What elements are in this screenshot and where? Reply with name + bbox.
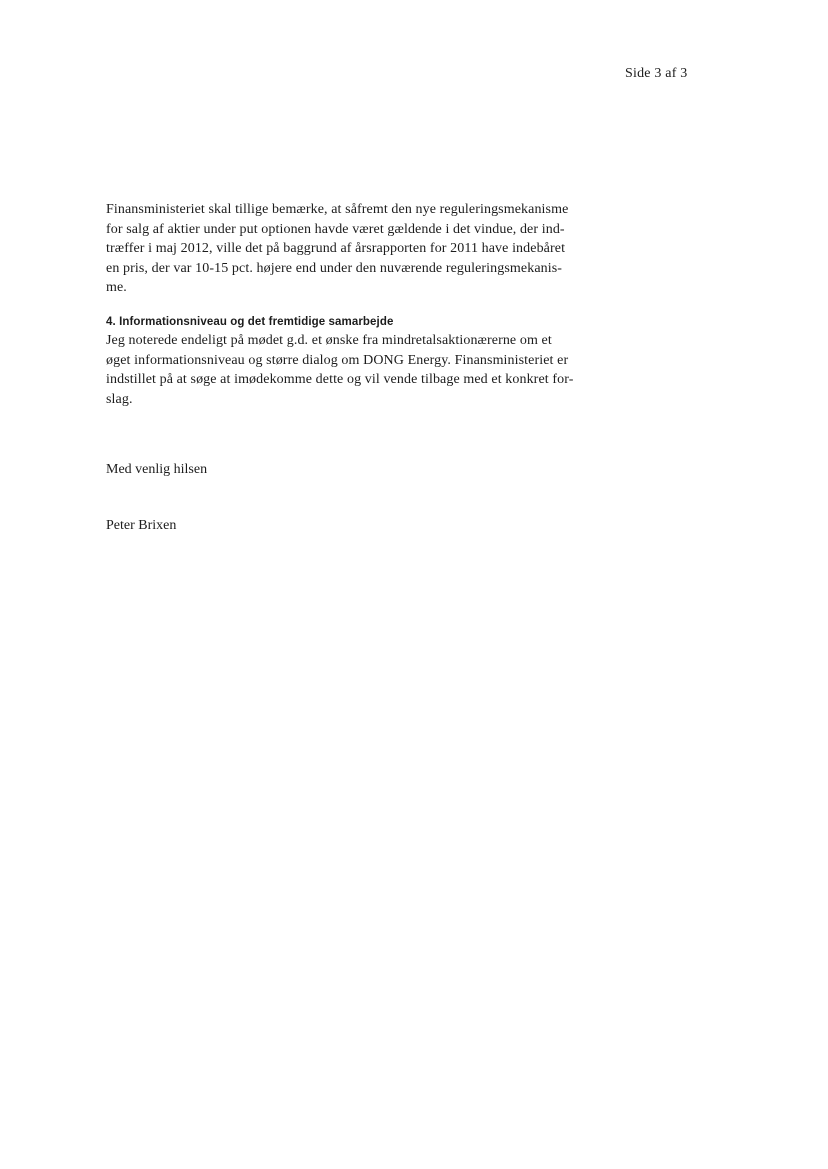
paragraph-line: Finansministeriet skal tillige bemærke, at såfremt den nye reguleringsmekanisme (106, 202, 569, 217)
closing-greeting: Med venlig hilsen (106, 462, 208, 477)
paragraph-line: me. (106, 280, 127, 295)
paragraph-line: Jeg noterede endeligt på mødet g.d. et ønske fra mindretalsaktionærerne om et (106, 333, 552, 348)
paragraph-line: øget informationsniveau og større dialog om DONG Energy. Finansministeriet er (106, 352, 569, 368)
paragraph-line: træffer i maj 2012, ville det på baggrund af årsrapporten for 2011 have indebåret (106, 241, 566, 256)
page-number: Side 3 af 3 (625, 66, 688, 81)
paragraph-information-level (106, 331, 606, 409)
paragraph-price-mechanism (106, 200, 606, 298)
paragraph-line: for salg af aktier under put optionen havde været gældende i det vindue, der ind- (106, 221, 565, 237)
section-heading: 4. Informationsniveau og det fremtidige samarbejde (106, 316, 394, 328)
signature-name: Peter Brixen (106, 518, 177, 533)
paragraph-line: indstillet på at søge at imødekomme dette og vil vende tilbage med et konkret for- (106, 372, 574, 387)
paragraph-line: en pris, der var 10-15 pct. højere end under den nuværende reguleringsmekanis- (106, 260, 563, 276)
paragraph-line: slag. (106, 391, 133, 407)
